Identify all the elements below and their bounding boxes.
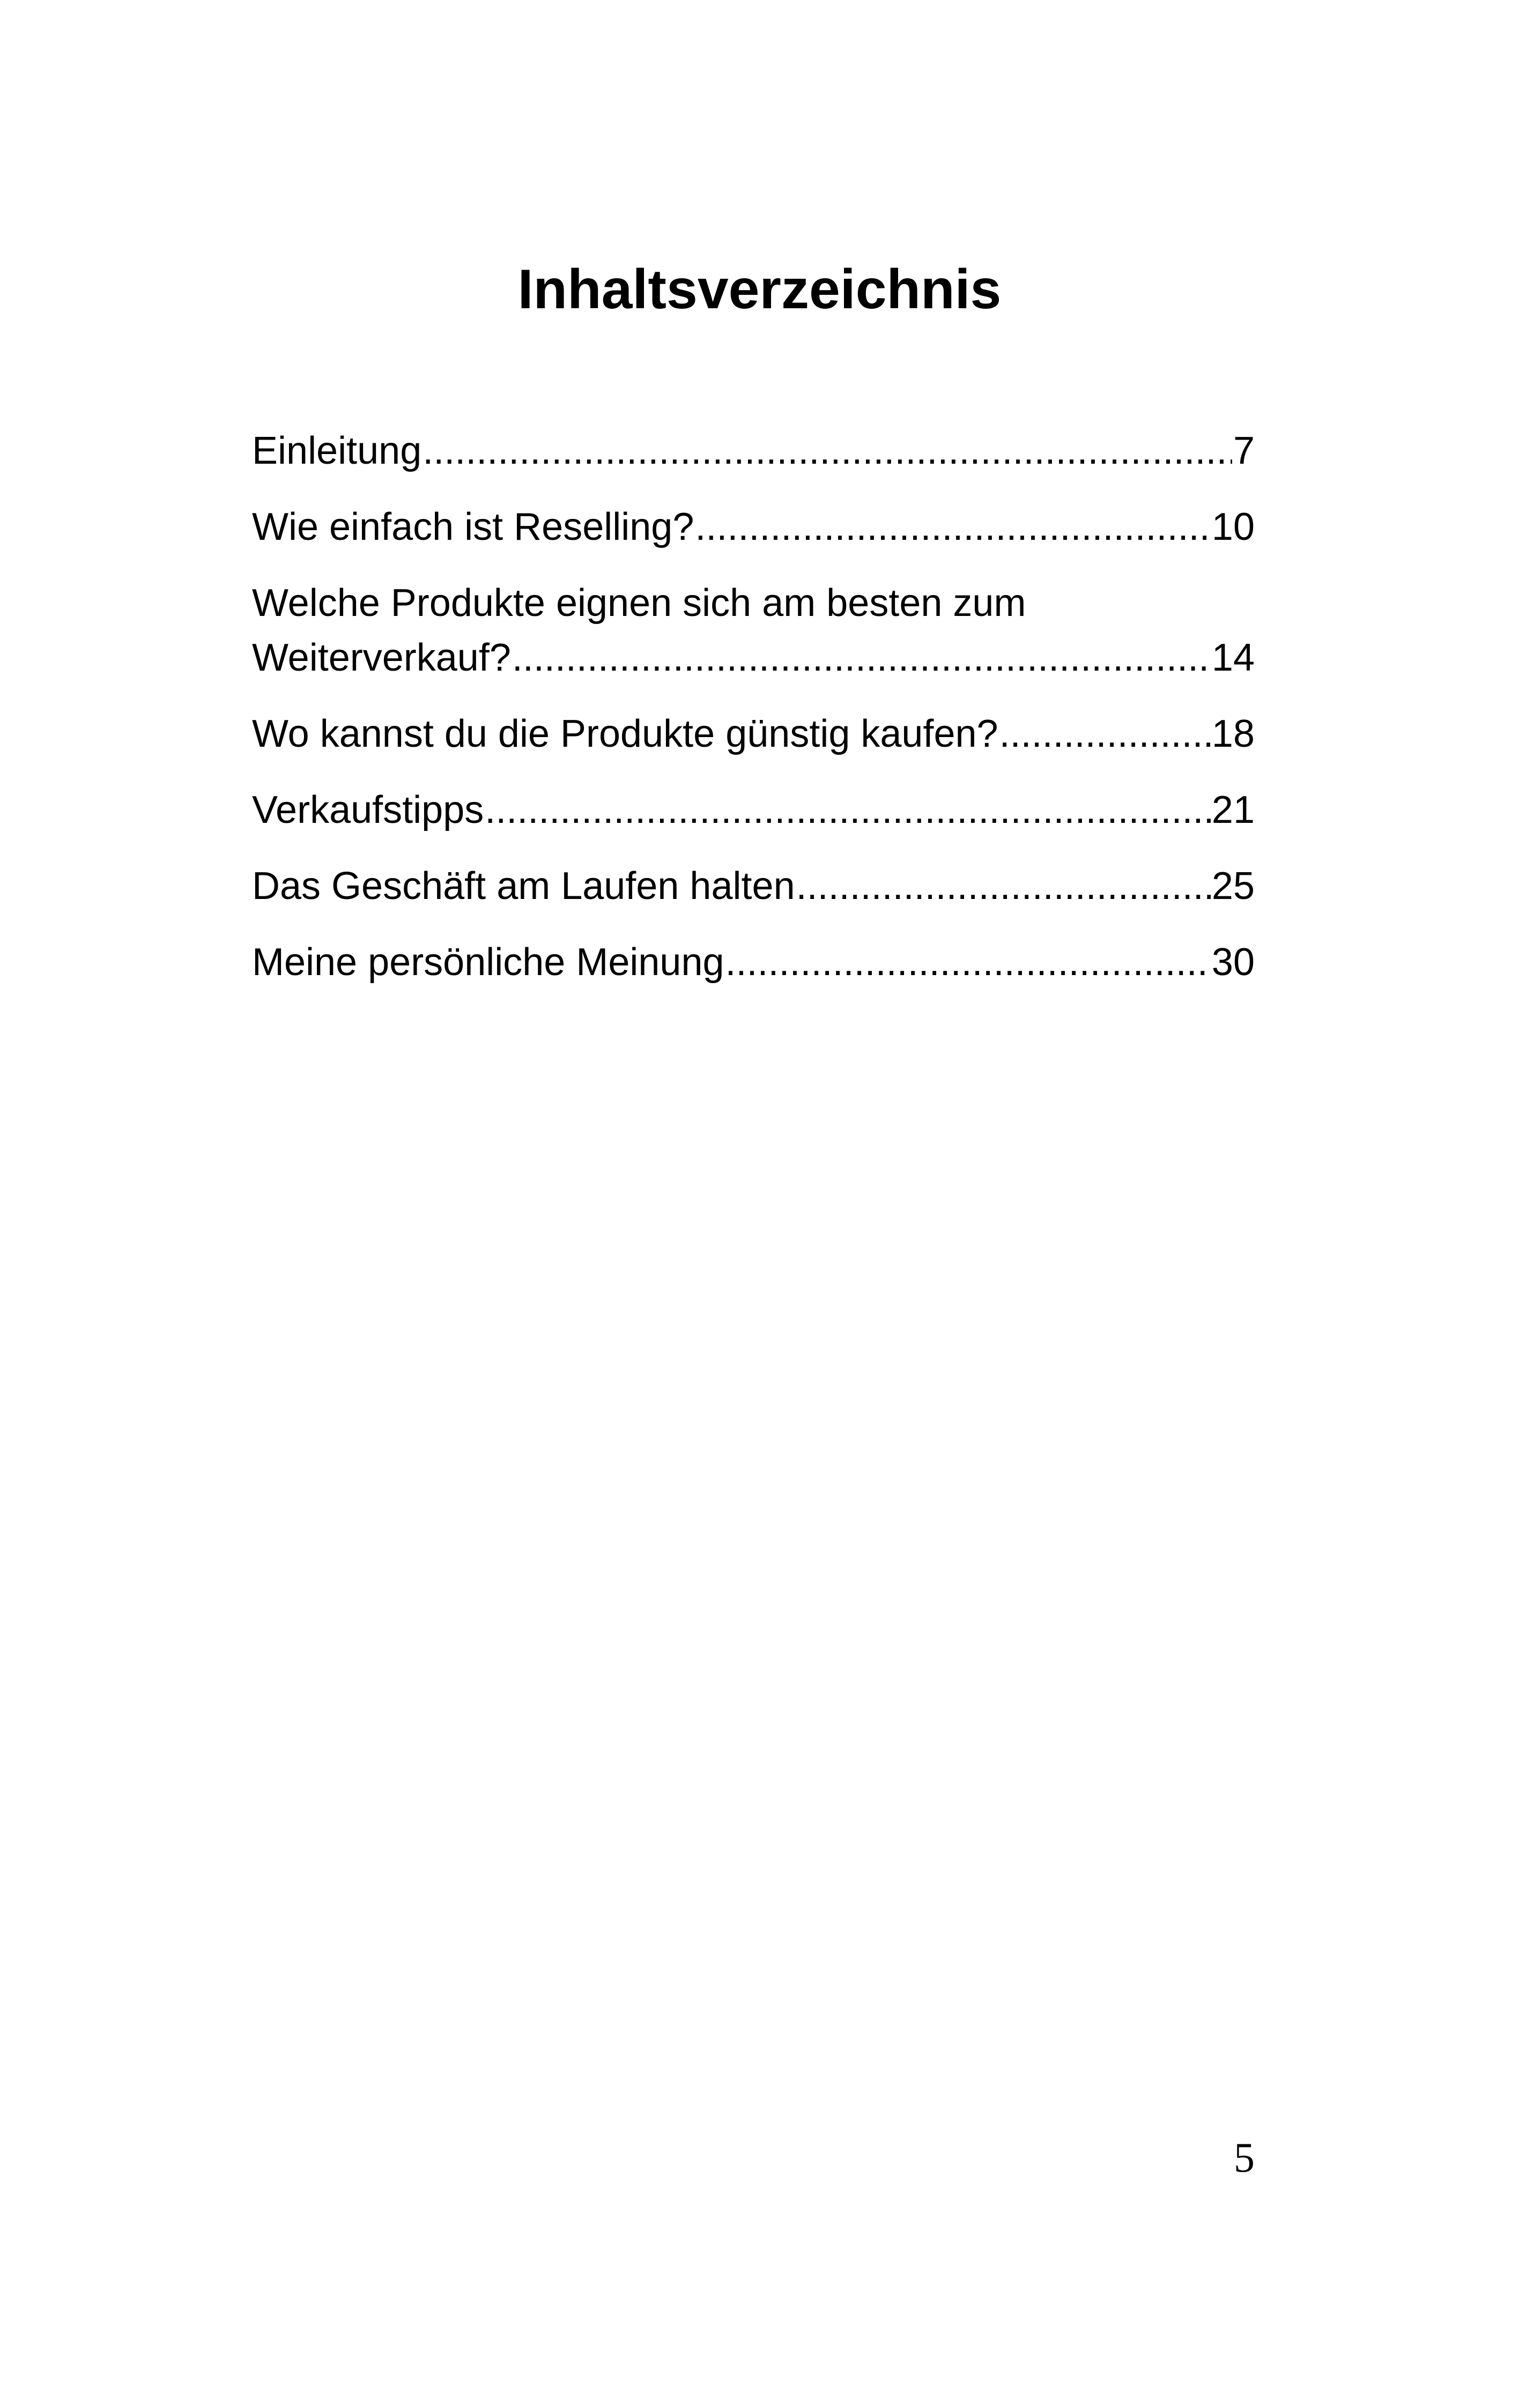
toc-entry-title-line2: Weiterverkauf?: [252, 636, 511, 679]
table-of-contents: [252, 423, 1255, 1011]
toc-entry-title: Wo kannst du die Produkte günstig kaufen?: [252, 712, 998, 755]
toc-entry-page: 18: [1211, 712, 1255, 755]
toc-entry-geschaeft[interactable]: [252, 859, 1255, 913]
toc-entry-kaufen[interactable]: [252, 707, 1255, 761]
toc-dot-leader: [485, 783, 1211, 837]
toc-dot-leader: [695, 500, 1211, 554]
toc-entry-page: 10: [1211, 506, 1255, 548]
page-number: 5: [1234, 2134, 1255, 2181]
toc-dot-leader: [512, 630, 1211, 685]
toc-entry-page: 7: [1233, 429, 1255, 472]
toc-entry-verkaufstipps[interactable]: [252, 783, 1255, 837]
toc-entry-einleitung[interactable]: [252, 423, 1255, 478]
toc-dot-leader: [796, 859, 1211, 913]
page-title: Inhaltsverzeichnis: [517, 258, 1002, 321]
toc-dot-leader: [999, 707, 1211, 761]
toc-entry-title: Einleitung: [252, 429, 422, 472]
toc-entry-reselling[interactable]: [252, 500, 1255, 554]
toc-entry-produkte[interactable]: [252, 576, 1255, 685]
toc-entry-page: 25: [1211, 865, 1255, 908]
toc-entry-title: Meine persönliche Meinung: [252, 941, 724, 984]
toc-entry-title-line1: Welche Produkte eignen sich am besten zum: [252, 582, 1026, 625]
toc-entry-title: Verkaufstipps: [252, 789, 484, 831]
toc-entry-title: Wie einfach ist Reselling?: [252, 506, 694, 548]
toc-entry-page: 30: [1211, 941, 1255, 984]
toc-entry-meinung[interactable]: [252, 935, 1255, 990]
toc-entry-page: 21: [1211, 789, 1255, 831]
toc-dot-leader: [725, 935, 1211, 990]
toc-dot-leader: [423, 423, 1232, 478]
toc-entry-page: 14: [1211, 636, 1255, 679]
toc-entry-title: Das Geschäft am Laufen halten: [252, 865, 795, 908]
